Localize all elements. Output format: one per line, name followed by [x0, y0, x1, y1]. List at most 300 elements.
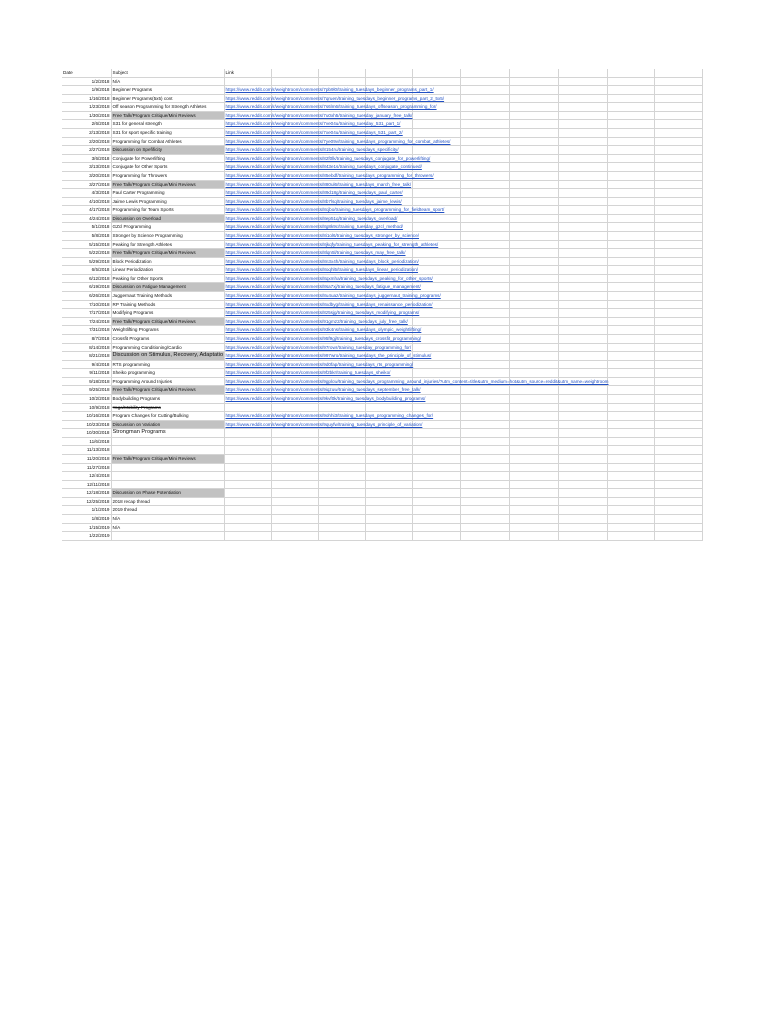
thread-link[interactable]: https://www.reddit.com/r/weightroom/comments/997wro/training_tuesdays_the_principle_of_stimulus/ [225, 353, 432, 359]
table-row [62, 472, 702, 481]
empty-cell [558, 463, 607, 472]
empty-cell [271, 506, 318, 515]
thread-link[interactable]: https://www.reddit.com/r/weightroom/comments/8lqn5l/training_tuesdays_may_free_talk/ [225, 250, 406, 256]
empty-cell [460, 77, 509, 86]
link-cell [224, 154, 431, 163]
thread-link[interactable]: https://www.reddit.com/r/weightroom/comments/95f9gj/training_tuesdays_crossfit_programming/ [225, 335, 422, 341]
empty-cell [509, 412, 558, 421]
thread-link[interactable]: https://www.reddit.com/r/weightroom/comments/8b7lsq/training_tuesdays_jaime_lewis/ [225, 198, 402, 204]
table-row [62, 343, 702, 352]
link-cell [224, 412, 434, 421]
empty-cell [607, 343, 654, 352]
empty-cell [607, 532, 654, 541]
subject-cell [111, 86, 224, 95]
empty-cell [558, 394, 607, 403]
empty-cell [558, 532, 607, 541]
table-row [62, 154, 702, 163]
empty-cell [558, 300, 607, 309]
table-row [62, 257, 702, 266]
subject-cell [111, 463, 224, 472]
table-row [62, 189, 702, 198]
empty-cell [654, 120, 702, 129]
thread-link[interactable]: https://www.reddit.com/r/weightroom/comments/8g8k9c/training_tuesday_gzcl_method/ [225, 224, 403, 230]
empty-cell [460, 240, 509, 249]
link-cell [224, 129, 403, 138]
subject-cell [111, 171, 224, 180]
empty-cell [509, 292, 558, 301]
subject-cell [111, 300, 224, 309]
subject-text: S31 for general strength [112, 121, 162, 127]
subject-text: Block Periodization [112, 258, 152, 264]
empty-cell [460, 94, 509, 103]
table-row [62, 437, 702, 446]
table-row [62, 231, 702, 240]
subject-cell [111, 197, 224, 206]
thread-link[interactable]: https://www.reddit.com/r/weightroom/comments/7u0xh5/training_tuesday_january_free_talk/ [225, 112, 413, 118]
link-cell [224, 240, 439, 249]
subject-cell [111, 446, 224, 455]
empty-cell [654, 257, 702, 266]
empty-cell [509, 223, 558, 232]
empty-cell [271, 429, 318, 438]
empty-cell [654, 412, 702, 421]
subject-text: N/A [112, 516, 121, 522]
table-row [62, 214, 702, 223]
thread-link[interactable]: https://www.reddit.com/r/weightroom/comments/7ye09v/training_tuesdays_programming_for_combat_athletes/ [225, 138, 451, 144]
link-cell [224, 163, 422, 172]
empty-cell [654, 480, 702, 489]
empty-cell [460, 69, 509, 77]
thread-link[interactable]: https://www.reddit.com/r/weightroom/comments/7ve04u/training_tuesday_531_part_1/ [225, 121, 401, 127]
link-cell [224, 317, 408, 326]
table-row [62, 266, 702, 275]
thread-link[interactable]: https://www.reddit.com/r/weightroom/comments/7s6lm6/training_tuesdays_offseason_programming_for/ [225, 104, 437, 110]
subject-cell [111, 146, 224, 155]
empty-cell [558, 386, 607, 395]
empty-cell [509, 532, 558, 541]
empty-cell [509, 437, 558, 446]
empty-cell [318, 472, 365, 481]
empty-cell [412, 180, 460, 189]
link-cell [224, 180, 412, 189]
empty-cell [607, 394, 654, 403]
date-cell: 5/8/2018 [62, 231, 111, 240]
link-cell [224, 257, 419, 266]
thread-link[interactable]: https://www.reddit.com/r/weightroom/comments/8z5sjg/training_tuesdays_modifying_programs/ [225, 310, 420, 316]
thread-link[interactable]: https://www.reddit.com/r/weightroom/comments/880ul6/training_tuesdays_march_free_talk/ [225, 181, 412, 187]
subject-text: Modifying Programs [112, 310, 154, 316]
thread-link[interactable]: https://www.reddit.com/r/weightroom/comments/9iqzuw/training_tuesdays_september_free_talk/ [225, 387, 421, 393]
thread-link[interactable]: https://www.reddit.com/r/weightroom/comments/9f2bkr/training_tuesdays_sheiko/ [225, 370, 391, 376]
table-row [62, 394, 702, 403]
empty-cell [558, 111, 607, 120]
empty-cell [271, 69, 318, 77]
date-cell: 12/25/2018 [62, 497, 111, 506]
empty-cell [509, 283, 558, 292]
link-cell [224, 300, 433, 309]
empty-cell [654, 515, 702, 524]
empty-cell [607, 180, 654, 189]
empty-cell [271, 532, 318, 541]
empty-cell [365, 463, 412, 472]
empty-cell [654, 214, 702, 223]
empty-cell [460, 137, 509, 146]
empty-cell [654, 231, 702, 240]
empty-cell [654, 223, 702, 232]
thread-link[interactable]: https://www.reddit.com/r/weightroom/comments/8qxmha/training_tuesdays_peaking_for_other_sports/ [225, 275, 433, 281]
empty-cell [460, 334, 509, 343]
empty-cell [460, 446, 509, 455]
thread-link[interactable]: https://www.reddit.com/r/weightroom/comments/93k4ns/training_tuesdays_olympic_weightlifting/ [225, 327, 422, 333]
empty-cell [607, 446, 654, 455]
empty-cell [607, 472, 654, 481]
empty-cell [654, 283, 702, 292]
date-cell: 12/11/2018 [62, 480, 111, 489]
empty-cell [654, 69, 702, 77]
empty-cell [509, 206, 558, 215]
empty-cell [607, 69, 654, 77]
empty-cell [460, 206, 509, 215]
subject-cell [111, 137, 224, 146]
empty-cell [509, 506, 558, 515]
link-cell [224, 446, 271, 455]
empty-cell [509, 472, 558, 481]
link-cell [224, 403, 271, 412]
thread-link[interactable]: https://www.reddit.com/r/weightroom/comments/82f0lk/training_tuesdays_conjugate_for_powerlifting/ [225, 155, 431, 161]
empty-cell [558, 86, 607, 95]
empty-cell [654, 274, 702, 283]
empty-cell [318, 69, 365, 77]
empty-cell [509, 489, 558, 498]
subject-text: Program Changes for Cutting/Bulking [112, 413, 189, 419]
empty-cell [460, 154, 509, 163]
link-cell [224, 420, 423, 429]
empty-cell [509, 446, 558, 455]
thread-link[interactable]: https://www.reddit.com/r/weightroom/comments/9quyfw/training_tuesdays_principle_of_variation/ [225, 421, 423, 427]
link-cell [224, 120, 401, 129]
date-cell: 9/11/2018 [62, 369, 111, 378]
table-row [62, 420, 702, 429]
date-cell: 1/8/2019 [62, 515, 111, 524]
thread-link[interactable]: https://www.reddit.com/r/weightroom/comments/843e1s/training_tuesdays_conjugate_continued/ [225, 164, 422, 170]
empty-cell [460, 532, 509, 541]
table-row [62, 532, 702, 541]
empty-cell [460, 394, 509, 403]
empty-cell [509, 317, 558, 326]
subject-text: Free Talk/Program Critique/Mini Reviews [112, 456, 196, 462]
subject-cell [111, 231, 224, 240]
empty-cell [412, 146, 460, 155]
empty-cell [509, 369, 558, 378]
empty-cell [412, 455, 460, 464]
empty-cell [654, 334, 702, 343]
empty-cell [412, 446, 460, 455]
thread-link[interactable]: https://www.reddit.com/r/weightroom/comments/8ep51q/training_tuesdays_overload/ [225, 215, 398, 221]
empty-cell [558, 429, 607, 438]
subject-cell [111, 223, 224, 232]
empty-cell [607, 437, 654, 446]
empty-cell [558, 223, 607, 232]
date-cell: 1/15/2019 [62, 523, 111, 532]
link-cell [224, 231, 420, 240]
empty-cell [607, 206, 654, 215]
table-row [62, 317, 702, 326]
empty-cell [412, 480, 460, 489]
subject-cell [111, 249, 224, 258]
empty-cell [412, 249, 460, 258]
subject-text: Juggernaut Training Methods [112, 293, 173, 299]
table-row [62, 429, 702, 438]
table-body [62, 69, 702, 540]
date-cell: 2/27/2018 [62, 146, 111, 155]
link-cell [224, 111, 413, 120]
thread-link[interactable]: https://www.reddit.com/r/weightroom/comments/8oqhl5/training_tuesdays_linear_periodization/ [225, 267, 419, 273]
empty-cell [460, 472, 509, 481]
date-cell: 5/29/2018 [62, 257, 111, 266]
empty-cell [365, 429, 412, 438]
subject-text: Programming for Combat Athletes [112, 138, 182, 144]
empty-cell [460, 180, 509, 189]
subject-cell [111, 129, 224, 138]
subject-text: Jaime Lewis Programming [112, 198, 167, 204]
empty-cell [607, 386, 654, 395]
empty-cell [412, 515, 460, 524]
date-cell: 7/10/2018 [62, 300, 111, 309]
empty-cell [558, 292, 607, 301]
link-cell [224, 394, 426, 403]
subject-text: Peaking for Strength Athletes [112, 241, 173, 247]
link-cell [224, 386, 421, 395]
empty-cell [412, 343, 460, 352]
empty-cell [654, 163, 702, 172]
empty-cell [509, 249, 558, 258]
empty-cell [607, 146, 654, 155]
empty-cell [460, 386, 509, 395]
empty-cell [558, 257, 607, 266]
link-cell [224, 77, 271, 86]
empty-cell [607, 240, 654, 249]
empty-cell [271, 489, 318, 498]
empty-cell [558, 403, 607, 412]
subject-text: Stronger by Science Programming [112, 232, 183, 238]
thread-link[interactable]: https://www.reddit.com/r/weightroom/comments/8u4uaz/training_tuesdays_juggernaut_training_programs/ [225, 293, 441, 299]
empty-cell [654, 463, 702, 472]
thread-link[interactable]: https://www.reddit.com/r/weightroom/comments/89d18g/training_tuesdays_paul_carter/ [225, 190, 403, 196]
table-row [62, 489, 702, 498]
empty-cell [412, 231, 460, 240]
subject-cell [111, 189, 224, 198]
subject-cell [111, 206, 224, 215]
table-row [62, 180, 702, 189]
empty-cell [509, 455, 558, 464]
empty-cell [607, 292, 654, 301]
empty-cell [607, 369, 654, 378]
empty-cell [607, 137, 654, 146]
empty-cell [654, 497, 702, 506]
empty-cell [318, 480, 365, 489]
thread-link[interactable]: https://www.reddit.com/r/weightroom/comments/91gmz2/training_tuesdays_july_free_talk/ [225, 318, 408, 324]
subject-text: Sheiko programming [112, 370, 155, 376]
empty-cell [412, 360, 460, 369]
table-row [62, 197, 702, 206]
empty-cell [412, 463, 460, 472]
empty-cell [654, 403, 702, 412]
date-cell: 6/12/2018 [62, 274, 111, 283]
thread-link[interactable]: https://www.reddit.com/r/weightroom/comments/8xdbyg/training_tuesdays_renaissance_periodization/ [225, 301, 433, 307]
table-row [62, 77, 702, 86]
empty-cell [654, 352, 702, 361]
date-cell: 1/1/2019 [62, 506, 111, 515]
subject-text: Programming Around Injuries [112, 378, 172, 384]
subject-cell [111, 309, 224, 318]
date-cell: 6/26/2018 [62, 292, 111, 301]
empty-cell [558, 206, 607, 215]
date-cell: 8/14/2018 [62, 343, 111, 352]
empty-cell [607, 111, 654, 120]
empty-cell [558, 180, 607, 189]
empty-cell [558, 437, 607, 446]
date-cell: 11/13/2018 [62, 446, 111, 455]
empty-cell [654, 137, 702, 146]
empty-cell [460, 163, 509, 172]
table-row [62, 240, 702, 249]
thread-link[interactable]: https://www.reddit.com/r/weightroom/comments/8n3x4h/training_tuesdays_block_periodization/ [225, 258, 419, 264]
date-cell: 3/20/2018 [62, 171, 111, 180]
subject-cell [111, 266, 224, 275]
empty-cell [558, 274, 607, 283]
empty-cell [558, 146, 607, 155]
table-row [62, 377, 702, 386]
empty-cell [558, 515, 607, 524]
empty-cell [607, 266, 654, 275]
thread-link[interactable]: https://www.reddit.com/r/weightroom/comments/9kvf0k/training_tuesdays_bodybuilding_programs/ [225, 395, 426, 401]
empty-cell [654, 180, 702, 189]
empty-cell [607, 77, 654, 86]
subject-text: GZcl Programming [112, 224, 152, 230]
empty-cell [509, 111, 558, 120]
link-cell [224, 532, 271, 541]
empty-cell [509, 120, 558, 129]
thread-link[interactable]: https://www.reddit.com/r/weightroom/comments/9gplcw/training_tuesdays_programming_around_injuries/?utm_content=title&utm_medium=hot&utm_source=reddit&utm_name=weightroom [225, 378, 609, 384]
empty-cell [365, 506, 412, 515]
subject-cell [111, 429, 224, 438]
thread-link[interactable]: https://www.reddit.com/r/weightroom/comments/9ohhi3/training_tuesdays_programming_changes_for/ [225, 413, 434, 419]
empty-cell [558, 334, 607, 343]
date-cell: 10/30/2018 [62, 429, 111, 438]
table-row [62, 86, 702, 95]
subject-text: Peaking for Other Sports [112, 275, 164, 281]
thread-link[interactable]: https://www.reddit.com/r/weightroom/comments/8i1ol6/training_tuesdays_stronger_by_science/ [225, 232, 420, 238]
thread-link[interactable]: https://www.reddit.com/r/weightroom/comments/8154ru/training_tuesdays_specificity/ [225, 147, 399, 153]
empty-cell [558, 489, 607, 498]
thread-link[interactable]: https://www.reddit.com/r/weightroom/comments/7qruen/training_tuesdays_beginner_programs_part_2_5x5/ [225, 95, 445, 101]
thread-link[interactable]: https://www.reddit.com/r/weightroom/comments/97rowr/training_tuesday_programming_for/ [225, 344, 412, 350]
empty-cell [460, 515, 509, 524]
empty-cell [509, 403, 558, 412]
thread-link[interactable]: https://www.reddit.com/r/weightroom/comments/7pb9l0/training_tuesdays_beginner_programs_part_1/ [225, 87, 434, 93]
date-cell: 9/18/2018 [62, 377, 111, 386]
empty-cell [365, 489, 412, 498]
date-cell: 5/15/2018 [62, 240, 111, 249]
thread-link[interactable]: https://www.reddit.com/r/weightroom/comments/8jkqfy/training_tuesdays_peaking_for_strength_athletes/ [225, 241, 439, 247]
empty-cell [509, 497, 558, 506]
thread-link[interactable]: https://www.reddit.com/r/weightroom/comments/8cjbo/training_tuesdays_programming_for_fieldteam_sport/ [225, 207, 445, 213]
empty-cell [460, 214, 509, 223]
empty-cell [558, 369, 607, 378]
thread-link[interactable]: https://www.reddit.com/r/weightroom/comments/7xe04u/training_tuesdays_531_part_2/ [225, 130, 403, 136]
subject-text: RP Training Methods [112, 301, 156, 307]
empty-cell [607, 523, 654, 532]
subject-cell [111, 412, 224, 421]
table-row [62, 386, 702, 395]
empty-cell [460, 300, 509, 309]
empty-cell [460, 480, 509, 489]
empty-cell [607, 420, 654, 429]
subject-text: N/A [112, 78, 121, 84]
link-cell [224, 455, 271, 464]
subject-cell [111, 360, 224, 369]
empty-cell [509, 171, 558, 180]
table-row [62, 300, 702, 309]
subject-cell [111, 532, 224, 541]
empty-cell [412, 111, 460, 120]
empty-cell [509, 386, 558, 395]
date-cell: 1/30/2018 [62, 111, 111, 120]
empty-cell [654, 86, 702, 95]
subject-cell [111, 111, 224, 120]
empty-cell [558, 69, 607, 77]
thread-link[interactable]: https://www.reddit.com/r/weightroom/comments/9d0fap/training_tuesdays_rts_programming/ [225, 361, 414, 367]
empty-cell [318, 523, 365, 532]
empty-cell [607, 163, 654, 172]
empty-cell [509, 146, 558, 155]
link-cell [224, 283, 421, 292]
date-cell: 1/9/2018 [62, 86, 111, 95]
thread-link[interactable]: https://www.reddit.com/r/weightroom/comments/85ebdf/training_tuesdays_programming_for_throwers/ [225, 172, 434, 178]
empty-cell [654, 103, 702, 112]
date-cell: 10/23/2018 [62, 420, 111, 429]
empty-cell [558, 197, 607, 206]
empty-cell [558, 249, 607, 258]
empty-cell [509, 180, 558, 189]
subject-cell [111, 497, 224, 506]
subject-cell [111, 506, 224, 515]
link-cell [224, 137, 451, 146]
empty-cell [412, 497, 460, 506]
empty-cell [318, 437, 365, 446]
empty-cell [607, 497, 654, 506]
empty-cell [509, 189, 558, 198]
subject-cell [111, 455, 224, 464]
link-cell [224, 343, 412, 352]
empty-cell [654, 472, 702, 481]
empty-cell [558, 171, 607, 180]
empty-cell [509, 69, 558, 77]
empty-cell [558, 420, 607, 429]
subject-text: Yoga/Mobility Programs [112, 404, 161, 410]
empty-cell [558, 497, 607, 506]
link-cell [224, 206, 445, 215]
empty-cell [607, 197, 654, 206]
subject-text: Discussion on Fatigue Management [112, 284, 186, 290]
subject-cell [111, 77, 224, 86]
link-cell [224, 429, 271, 438]
empty-cell [509, 197, 558, 206]
empty-cell [654, 506, 702, 515]
thread-link[interactable]: https://www.reddit.com/r/weightroom/comments/8sa7xj/training_tuesdays_fatigue_management/ [225, 284, 421, 290]
subject-text: Paul Carter Programming [112, 190, 165, 196]
empty-cell [654, 394, 702, 403]
